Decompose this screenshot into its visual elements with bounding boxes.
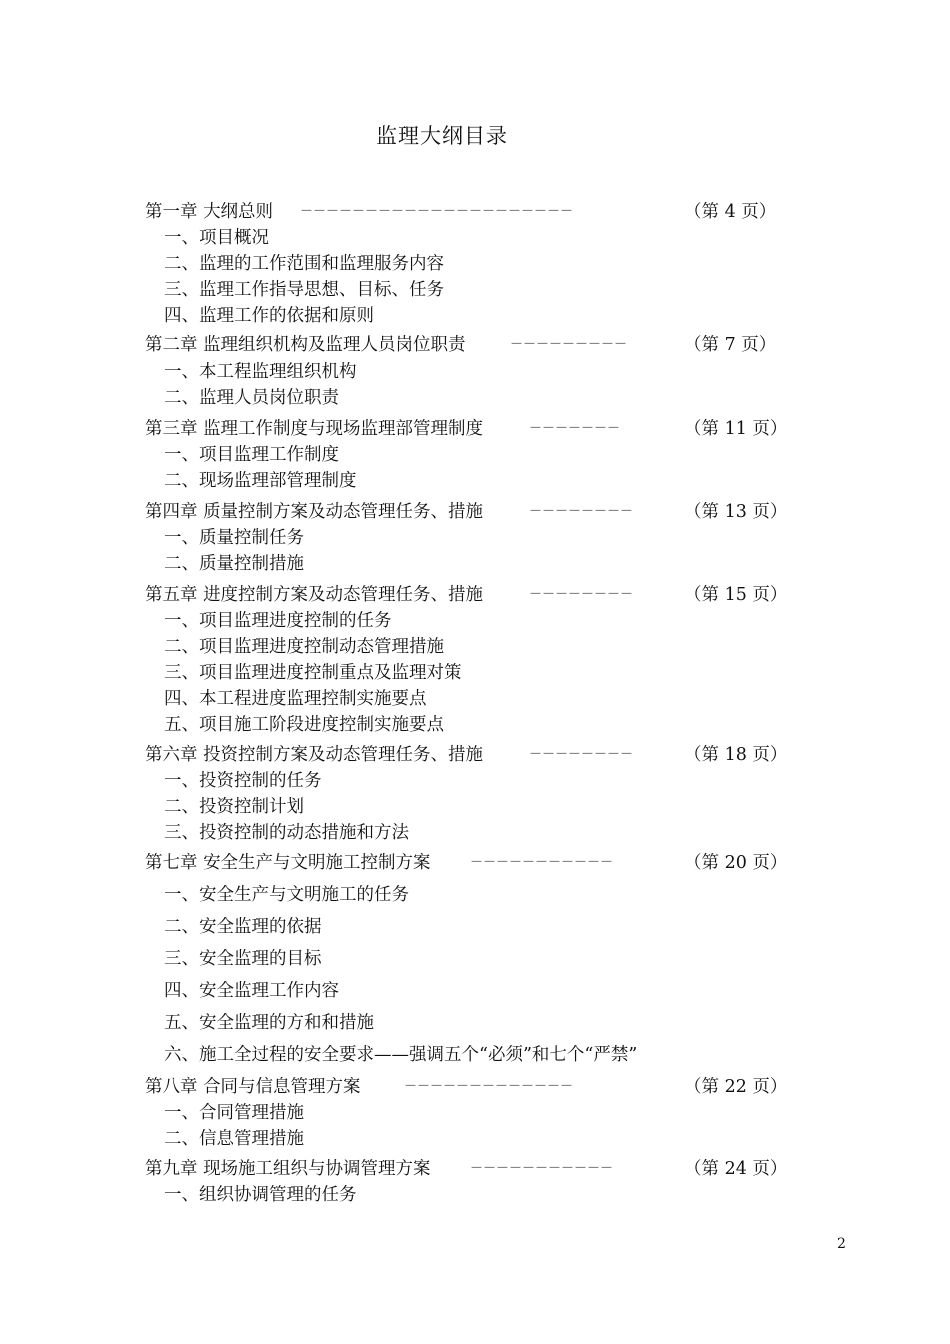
toc-section-item[interactable]: 二、投资控制计划 [164, 797, 304, 817]
toc-page-ref: （第 4 页） [684, 202, 777, 222]
toc-section-item[interactable]: 四、本工程进度监理控制实施要点 [164, 689, 427, 709]
toc-leader-dashes: －－－－－－－－－ [510, 337, 628, 352]
toc-chapter-label[interactable]: 第九章 现场施工组织与协调管理方案 [145, 1159, 431, 1179]
toc-section-item[interactable]: 一、投资控制的任务 [164, 771, 322, 791]
toc-section-item[interactable]: 六、施工全过程的安全要求——强调五个“必须”和七个“严禁” [164, 1045, 638, 1065]
toc-chapter-label[interactable]: 第七章 安全生产与文明施工控制方案 [145, 853, 431, 873]
toc-section-item[interactable]: 五、安全监理的方和和措施 [164, 1013, 374, 1033]
toc-section-item[interactable]: 四、安全监理工作内容 [164, 981, 339, 1001]
toc-section-item[interactable]: 二、安全监理的依据 [164, 917, 322, 937]
toc-page-ref: （第 22 页） [684, 1077, 788, 1097]
toc-page-ref: （第 15 页） [684, 585, 788, 605]
toc-section-item[interactable]: 一、项目监理进度控制的任务 [164, 611, 392, 631]
toc-section-item[interactable]: 二、现场监理部管理制度 [164, 471, 357, 491]
page-title: 监理大纲目录 [376, 124, 508, 148]
toc-section-item[interactable]: 四、监理工作的依据和原则 [164, 306, 374, 326]
toc-section-item[interactable]: 三、投资控制的动态措施和方法 [164, 823, 409, 843]
toc-chapter-label[interactable]: 第三章 监理工作制度与现场监理部管理制度 [145, 419, 484, 439]
toc-section-item[interactable]: 一、组织协调管理的任务 [164, 1185, 357, 1205]
page-number: 2 [837, 1236, 846, 1252]
toc-section-item[interactable]: 一、项目概况 [164, 228, 269, 248]
toc-page-ref: （第 18 页） [684, 745, 788, 765]
toc-section-item[interactable]: 一、质量控制任务 [164, 528, 304, 548]
toc-section-item[interactable]: 三、项目监理进度控制重点及监理对策 [164, 663, 462, 683]
toc-section-item[interactable]: 二、监理人员岗位职责 [164, 388, 339, 408]
toc-section-item[interactable]: 一、本工程监理组织机构 [164, 362, 357, 382]
toc-section-item[interactable]: 二、项目监理进度控制动态管理措施 [164, 637, 444, 657]
toc-chapter-label[interactable]: 第八章 合同与信息管理方案 [145, 1077, 361, 1097]
toc-page-ref: （第 7 页） [684, 335, 777, 355]
toc-page-ref: （第 24 页） [684, 1159, 788, 1179]
toc-chapter-label[interactable]: 第二章 监理组织机构及监理人员岗位职责 [145, 335, 466, 355]
toc-chapter-label[interactable]: 第五章 进度控制方案及动态管理任务、措施 [145, 585, 484, 605]
toc-section-item[interactable]: 二、监理的工作范围和监理服务内容 [164, 254, 444, 274]
toc-leader-dashes: －－－－－－－－ [529, 504, 634, 519]
toc-leader-dashes: －－－－－－－－－－－－－ [404, 1079, 574, 1094]
toc-leader-dashes: －－－－－－－－－－－ [470, 855, 614, 870]
toc-leader-dashes: －－－－－－－－－－－ [470, 1161, 614, 1176]
toc-chapter-label[interactable]: 第一章 大纲总则 [145, 202, 274, 222]
toc-leader-dashes: －－－－－－－－－－－－－－－－－－－－－ [300, 204, 574, 219]
toc-section-item[interactable]: 一、安全生产与文明施工的任务 [164, 885, 409, 905]
toc-page-ref: （第 20 页） [684, 853, 788, 873]
toc-chapter-label[interactable]: 第四章 质量控制方案及动态管理任务、措施 [145, 502, 484, 522]
toc-chapter-label[interactable]: 第六章 投资控制方案及动态管理任务、措施 [145, 745, 484, 765]
toc-page-ref: （第 13 页） [684, 502, 788, 522]
toc-page-ref: （第 11 页） [684, 419, 788, 439]
toc-leader-dashes: －－－－－－－－ [529, 587, 634, 602]
toc-section-item[interactable]: 五、项目施工阶段进度控制实施要点 [164, 715, 444, 735]
toc-section-item[interactable]: 一、项目监理工作制度 [164, 445, 339, 465]
toc-leader-dashes: －－－－－－－ [529, 421, 621, 436]
toc-section-item[interactable]: 二、信息管理措施 [164, 1129, 304, 1149]
toc-section-item[interactable]: 一、合同管理措施 [164, 1103, 304, 1123]
toc-section-item[interactable]: 三、监理工作指导思想、目标、任务 [164, 280, 444, 300]
toc-section-item[interactable]: 三、安全监理的目标 [164, 949, 322, 969]
toc-leader-dashes: －－－－－－－－ [529, 747, 634, 762]
toc-section-item[interactable]: 二、质量控制措施 [164, 554, 304, 574]
